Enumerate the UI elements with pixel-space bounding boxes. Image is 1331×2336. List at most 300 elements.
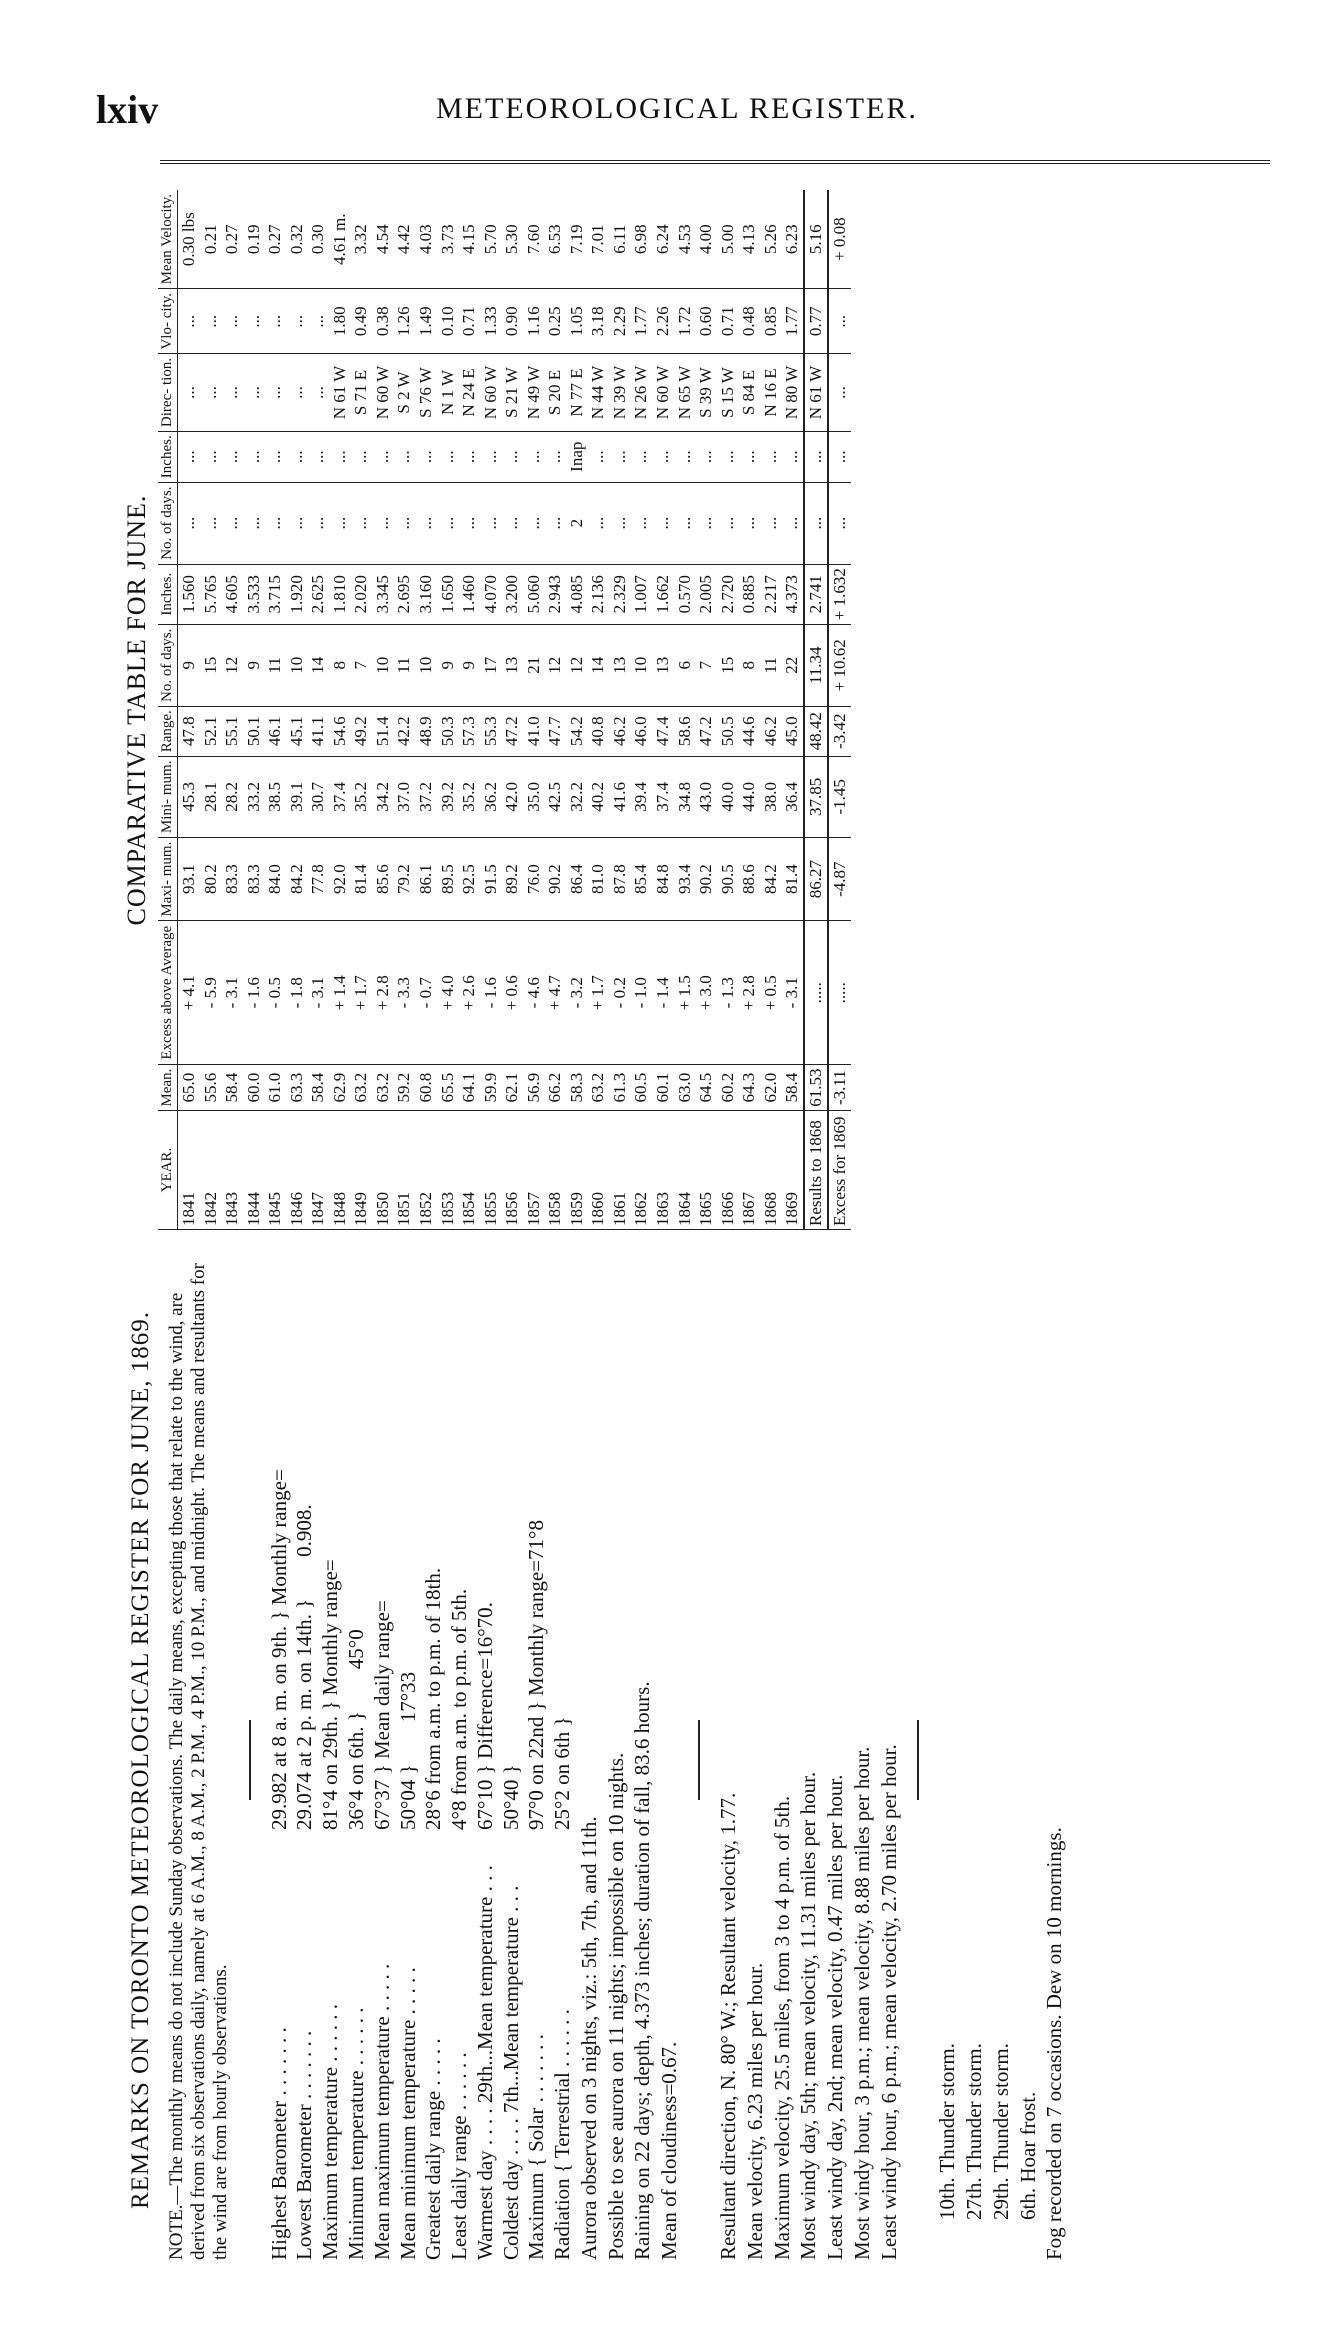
table-cell: ... — [458, 482, 480, 564]
table-cell: 37.2 — [415, 756, 437, 837]
table-cell: 0.32 — [286, 190, 308, 289]
table-cell: + 1.5 — [674, 921, 696, 1065]
table-cell: 84.2 — [760, 837, 782, 921]
table-cell: 85.4 — [630, 837, 652, 921]
table-cell: 1.560 — [178, 564, 200, 624]
remarks-note: NOTE.—The monthly means do not include Sunday observations. The daily means, excepting those that relate to the wind, are derived from six observations daily, namely at 6 A.M., 8 A.M., 2 P.M., 4 P.M., 10 P.M., and midnight. The means and resultants for the wind are from hourly observations. — [165, 1263, 232, 2260]
table-cell: 65.5 — [437, 1065, 459, 1111]
table-cell: 38.5 — [264, 756, 286, 837]
table-cell: 93.4 — [674, 837, 696, 921]
table-cell: ... — [178, 482, 200, 564]
remark-value: 97°0 on 22nd } Monthly range=71°8 — [524, 1520, 549, 1830]
table-cell: 1867 — [738, 1111, 760, 1230]
table-cell: 1845 — [264, 1111, 286, 1230]
table-cell: N 60 W — [480, 354, 502, 432]
table-cell: 1.80 — [329, 289, 351, 354]
remark-line: Raining on 22 days; depth, 4.373 inches; duration of fall, 83.6 hours. — [630, 1681, 655, 2260]
table-cell: ... — [286, 354, 308, 432]
table-row — [674, 190, 696, 1230]
table-cell: - 1.3 — [717, 921, 739, 1065]
table-cell: 0.49 — [350, 289, 372, 354]
table-cell: ... — [609, 431, 631, 482]
table-cell: 2.020 — [350, 564, 372, 624]
table-cell: N 44 W — [587, 354, 609, 432]
table-cell: + 2.6 — [458, 921, 480, 1065]
storm-list — [935, 1260, 1040, 2260]
table-cell: Results to 1868 — [804, 1111, 828, 1230]
table-cell: + 1.7 — [350, 921, 372, 1065]
table-cell: ... — [760, 482, 782, 564]
table-cell: 1.72 — [674, 289, 696, 354]
table-cell: 1.16 — [523, 289, 545, 354]
table-cell: -4.87 — [828, 837, 851, 921]
wind-line: Maximum velocity, 25.5 miles, from 3 to 4 p.m. of 5th. — [769, 1795, 794, 2260]
table-cell: + 1.7 — [587, 921, 609, 1065]
table-cell: 2.005 — [695, 564, 717, 624]
remark-row — [499, 1260, 524, 2260]
table-row — [415, 190, 437, 1230]
table-cell: 5.00 — [717, 190, 739, 289]
table-header-cell: YEAR. — [158, 1111, 178, 1230]
table-cell: 1854 — [458, 1111, 480, 1230]
table-cell: ... — [221, 482, 243, 564]
table-cell: 22 — [781, 624, 804, 706]
table-cell: 9 — [178, 624, 200, 706]
table-row — [458, 190, 480, 1230]
remark-row — [550, 1260, 575, 2260]
table-cell: 5.30 — [501, 190, 523, 289]
table-cell: 2.741 — [804, 564, 828, 624]
table-cell: - 3.1 — [221, 921, 243, 1065]
table-cell: ... — [544, 482, 566, 564]
table-cell: 28.2 — [221, 756, 243, 837]
table-cell: 63.2 — [587, 1065, 609, 1111]
table-cell: 41.6 — [609, 756, 631, 837]
table-cell: ... — [501, 431, 523, 482]
table-cell: 48.9 — [415, 706, 437, 756]
table-cell: 60.0 — [243, 1065, 265, 1111]
table-cell: ... — [458, 431, 480, 482]
table-cell: 83.3 — [221, 837, 243, 921]
table-cell: + 10.62 — [828, 624, 851, 706]
remark-label: Maximum temperature . . . . . . — [318, 2003, 343, 2260]
table-cell: + 1.632 — [828, 564, 851, 624]
divider — [249, 1720, 251, 1800]
table-cell: 62.0 — [760, 1065, 782, 1111]
storm-line: 29th. Thunder storm. — [988, 2043, 1013, 2220]
table-cell: - 1.4 — [652, 921, 674, 1065]
table-row — [781, 190, 804, 1230]
table-row — [393, 190, 415, 1230]
table-cell: + 1.4 — [329, 921, 351, 1065]
remarks-lines — [577, 1260, 682, 2260]
table-header-cell: Maxi- mum. — [158, 837, 178, 921]
table-cell: 63.2 — [350, 1065, 372, 1111]
table-cell: 55.6 — [200, 1065, 222, 1111]
table-cell: ... — [544, 431, 566, 482]
remark-label: Greatest daily range . . . . . — [421, 2038, 446, 2260]
table-cell: S 76 W — [415, 354, 437, 432]
remarks-title: REMARKS ON TORONTO METEOROLOGICAL REGISTER FOR JUNE, 1869. — [127, 1310, 154, 2210]
remark-row — [370, 1260, 395, 2260]
table-cell: ... — [738, 431, 760, 482]
table-cell: ... — [717, 482, 739, 564]
table-cell: 46.2 — [609, 706, 631, 756]
table-cell: 81.4 — [350, 837, 372, 921]
remark-row — [524, 1260, 549, 2260]
table-summary-row — [828, 190, 851, 1230]
table-cell: 3.18 — [587, 289, 609, 354]
table-cell: 62.1 — [501, 1065, 523, 1111]
table-cell: 1.810 — [329, 564, 351, 624]
table-cell: 2.329 — [609, 564, 631, 624]
table-cell: N 60 W — [372, 354, 394, 432]
remarks-items — [267, 1260, 575, 2260]
table-cell: ... — [501, 482, 523, 564]
table-cell: 49.2 — [350, 706, 372, 756]
remark-line: Aurora observed on 3 nights, viz.: 5th, 7th, and 11th. — [576, 1816, 601, 2260]
table-cell: 1865 — [695, 1111, 717, 1230]
table-header-cell: Vlo- city. — [158, 289, 178, 354]
table-cell: 59.9 — [480, 1065, 502, 1111]
wind-line: Most windy day, 5th; mean velocity, 11.31 miles per hour. — [796, 1771, 821, 2260]
table-cell: - 3.1 — [781, 921, 804, 1065]
table-cell: 54.2 — [566, 706, 588, 756]
table-row — [652, 190, 674, 1230]
table-cell: 33.2 — [243, 756, 265, 837]
table-cell: ... — [828, 431, 851, 482]
table-cell: ... — [286, 431, 308, 482]
table-cell: -1.45 — [828, 756, 851, 837]
remark-value: 28°6 from a.m. to p.m. of 18th. — [421, 1567, 446, 1830]
table-cell: 89.5 — [437, 837, 459, 921]
table-row — [221, 190, 243, 1230]
table-cell: 28.1 — [200, 756, 222, 837]
table-cell: 62.9 — [329, 1065, 351, 1111]
table-cell: 3.32 — [350, 190, 372, 289]
table-cell: 10 — [286, 624, 308, 706]
table-cell: 15 — [717, 624, 739, 706]
table-cell: 3.160 — [415, 564, 437, 624]
table-cell: 58.4 — [781, 1065, 804, 1111]
table-cell: 0.27 — [264, 190, 286, 289]
table-cell: 2.695 — [393, 564, 415, 624]
table-cell: 12 — [566, 624, 588, 706]
remark-value: 81°4 on 29th. } Monthly range= — [318, 1559, 343, 1830]
table-cell: ... — [652, 482, 674, 564]
table-cell: 39.1 — [286, 756, 308, 837]
table-cell: 1861 — [609, 1111, 631, 1230]
table-cell: ..... — [828, 921, 851, 1065]
table-cell: N 77 E — [566, 354, 588, 432]
storm-line: 10th. Thunder storm. — [935, 2043, 960, 2220]
table-cell: 7.19 — [566, 190, 588, 289]
table-cell: ... — [630, 431, 652, 482]
table-row — [630, 190, 652, 1230]
table-cell: ... — [674, 431, 696, 482]
table-cell: 4.373 — [781, 564, 804, 624]
table-header-cell: No. of days. — [158, 482, 178, 564]
table-cell: 52.1 — [200, 706, 222, 756]
table-cell: 0.71 — [717, 289, 739, 354]
table-cell: 38.0 — [760, 756, 782, 837]
table-header-cell: Mean. — [158, 1065, 178, 1111]
table-cell: 59.2 — [393, 1065, 415, 1111]
table-cell: 47.4 — [652, 706, 674, 756]
table-cell: 42.0 — [501, 756, 523, 837]
table-cell: 80.2 — [200, 837, 222, 921]
table-cell: ... — [760, 431, 782, 482]
table-cell: ... — [286, 289, 308, 354]
table-cell: ... — [178, 431, 200, 482]
remark-value: 50°40 } — [498, 1764, 523, 1830]
table-cell: 0.21 — [200, 190, 222, 289]
table-cell: 2 — [566, 482, 588, 564]
table-cell: - 3.3 — [393, 921, 415, 1065]
table-cell: 64.1 — [458, 1065, 480, 1111]
table-cell: 12 — [544, 624, 566, 706]
table-cell: 79.2 — [393, 837, 415, 921]
table-cell: 6.11 — [609, 190, 631, 289]
table-row — [760, 190, 782, 1230]
table-cell: - 1.6 — [243, 921, 265, 1065]
table-cell: 50.3 — [437, 706, 459, 756]
table-cell: ... — [415, 482, 437, 564]
table-cell: 47.2 — [695, 706, 717, 756]
table-cell: 0.77 — [804, 289, 828, 354]
table-cell: 1844 — [243, 1111, 265, 1230]
table-cell: 47.2 — [501, 706, 523, 756]
table-cell: 5.060 — [523, 564, 545, 624]
fog-line: Fog recorded on 7 occasions. Dew on 10 mornings. — [1042, 1827, 1067, 2260]
table-cell: 1866 — [717, 1111, 739, 1230]
table-row — [437, 190, 459, 1230]
table-cell: 1850 — [372, 1111, 394, 1230]
table-cell: 11 — [760, 624, 782, 706]
table-cell: 10 — [372, 624, 394, 706]
table-row — [523, 190, 545, 1230]
table-cell: 11 — [393, 624, 415, 706]
table-cell: 6.23 — [781, 190, 804, 289]
table-cell: 7.60 — [523, 190, 545, 289]
table-cell: 1864 — [674, 1111, 696, 1230]
table-cell: S 84 E — [738, 354, 760, 432]
table-cell: ... — [480, 482, 502, 564]
table-row — [501, 190, 523, 1230]
table-cell: 55.1 — [221, 706, 243, 756]
remark-value: 29.074 at 2 p. m. on 14th. } 0.908. — [292, 1504, 317, 1830]
table-cell: 40.2 — [587, 756, 609, 837]
table-cell: N 61 W — [329, 354, 351, 432]
table-row — [587, 190, 609, 1230]
table-cell: 1862 — [630, 1111, 652, 1230]
table-cell: - 3.1 — [307, 921, 329, 1065]
table-cell: 13 — [652, 624, 674, 706]
table-cell: ... — [178, 289, 200, 354]
table-cell: 17 — [480, 624, 502, 706]
table-header-cell: Mean Velocity. — [158, 190, 178, 289]
table-cell: 34.2 — [372, 756, 394, 837]
table-cell: ... — [781, 482, 804, 564]
table-cell: - 0.7 — [415, 921, 437, 1065]
table-cell: 6.53 — [544, 190, 566, 289]
table-cell: 4.085 — [566, 564, 588, 624]
table-cell: + 4.1 — [178, 921, 200, 1065]
table-cell: ... — [393, 482, 415, 564]
remark-label: Lowest Barometer . . . . . . . — [292, 2030, 317, 2260]
table-cell: ... — [264, 431, 286, 482]
comparative-table-section — [118, 190, 1278, 1230]
table-cell: 2.136 — [587, 564, 609, 624]
table-cell: ... — [652, 431, 674, 482]
table-cell: 84.2 — [286, 837, 308, 921]
table-row — [695, 190, 717, 1230]
table-cell: ... — [329, 482, 351, 564]
table-header-cell: Inches. — [158, 564, 178, 624]
table-cell: 1859 — [566, 1111, 588, 1230]
table-cell: 1.77 — [630, 289, 652, 354]
table-cell: 9 — [437, 624, 459, 706]
table-cell: S 39 W — [695, 354, 717, 432]
table-header-cell: Direc- tion. — [158, 354, 178, 432]
table-cell: 1.49 — [415, 289, 437, 354]
table-cell: 58.3 — [566, 1065, 588, 1111]
remark-line: Mean of cloudiness=0.67. — [657, 2041, 682, 2260]
table-cell: 44.0 — [738, 756, 760, 837]
table-cell: 0.27 — [221, 190, 243, 289]
table-cell: ... — [480, 431, 502, 482]
table-cell: ... — [804, 431, 828, 482]
page-number: lxiv — [96, 87, 159, 132]
remark-label: Coldest day . . . . 7th...Mean temperature . . . — [498, 1885, 523, 2260]
table-cell: S 2 W — [393, 354, 415, 432]
table-cell: 60.5 — [630, 1065, 652, 1111]
table-cell: 9 — [243, 624, 265, 706]
table-cell: 61.53 — [804, 1065, 828, 1111]
table-header-cell: Inches. — [158, 431, 178, 482]
table-cell: 1846 — [286, 1111, 308, 1230]
table-cell: 37.4 — [329, 756, 351, 837]
table-cell: ..... — [804, 921, 828, 1065]
table-cell: 63.0 — [674, 1065, 696, 1111]
table-cell: N 1 W — [437, 354, 459, 432]
remark-value: 25°2 on 6th } — [550, 1716, 575, 1830]
remark-label: Mean maximum temperature . . . . . — [369, 1963, 394, 2260]
table-cell: 76.0 — [523, 837, 545, 921]
table-cell: - 1.8 — [286, 921, 308, 1065]
table-cell: 50.5 — [717, 706, 739, 756]
table-cell: - 3.2 — [566, 921, 588, 1065]
table-cell: 55.3 — [480, 706, 502, 756]
remark-row — [267, 1260, 292, 2260]
wind-line: Most windy hour, 3 p.m.; mean velocity, 8.88 miles per hour. — [849, 1746, 874, 2260]
table-cell: 44.6 — [738, 706, 760, 756]
table-cell: 93.1 — [178, 837, 200, 921]
table-cell: 2.625 — [307, 564, 329, 624]
table-cell: ... — [286, 482, 308, 564]
divider — [698, 1720, 700, 1800]
comparative-table — [158, 190, 851, 1230]
table-cell: 41.1 — [307, 706, 329, 756]
table-cell: 11.34 — [804, 624, 828, 706]
table-row — [329, 190, 351, 1230]
table-cell: 11 — [264, 624, 286, 706]
table-cell: 10 — [630, 624, 652, 706]
table-cell: 58.4 — [221, 1065, 243, 1111]
table-header-cell: Excess above Average — [158, 921, 178, 1065]
table-cell: 54.6 — [329, 706, 351, 756]
table-cell: ... — [609, 482, 631, 564]
remark-label: Mean minimum temperature . . . . . — [395, 1967, 420, 2260]
table-cell: 48.42 — [804, 706, 828, 756]
remark-value: 67°37 } Mean daily range= — [369, 1600, 394, 1830]
table-cell: ... — [307, 482, 329, 564]
table-cell: 91.5 — [480, 837, 502, 921]
table-cell: 1853 — [437, 1111, 459, 1230]
table-cell: 90.5 — [717, 837, 739, 921]
remark-row — [292, 1260, 317, 2260]
table-cell: S 21 W — [501, 354, 523, 432]
table-cell: ... — [738, 482, 760, 564]
remark-value: 29.982 at 8 a. m. on 9th. } Monthly range= — [266, 1469, 291, 1830]
table-cell: 4.13 — [738, 190, 760, 289]
table-cell: S 71 E — [350, 354, 372, 432]
table-cell: ... — [264, 482, 286, 564]
remark-label: Maximum { Solar . . . . . . . — [524, 2034, 549, 2260]
table-cell: ... — [372, 482, 394, 564]
table-cell: 0.570 — [674, 564, 696, 624]
table-cell: 57.3 — [458, 706, 480, 756]
table-cell: 63.3 — [286, 1065, 308, 1111]
table-body — [178, 190, 804, 1230]
table-cell: 4.54 — [372, 190, 394, 289]
table-cell: 14 — [307, 624, 329, 706]
table-cell: 8 — [738, 624, 760, 706]
table-cell: 60.2 — [717, 1065, 739, 1111]
remark-label: Highest Barometer . . . . . . . — [266, 2027, 291, 2260]
table-cell: 42.5 — [544, 756, 566, 837]
table-cell: 1.05 — [566, 289, 588, 354]
table-cell: 64.5 — [695, 1065, 717, 1111]
table-cell: 4.15 — [458, 190, 480, 289]
remark-value: 4°8 from a.m. to p.m. of 5th. — [447, 1588, 472, 1830]
table-header-row — [158, 190, 178, 1230]
table-cell: 84.8 — [652, 837, 674, 921]
table-header-cell: Range. — [158, 706, 178, 756]
table-cell: 47.8 — [178, 706, 200, 756]
table-cell: 40.8 — [587, 706, 609, 756]
table-cell: 87.8 — [609, 837, 631, 921]
table-cell: 3.715 — [264, 564, 286, 624]
table-cell: N 60 W — [652, 354, 674, 432]
table-cell: 1.662 — [652, 564, 674, 624]
remark-row — [318, 1260, 343, 2260]
table-cell: 2.943 — [544, 564, 566, 624]
table-cell: S 15 W — [717, 354, 739, 432]
table-cell: 3.345 — [372, 564, 394, 624]
wind-line: Least windy day, 2nd; mean velocity, 0.47 miles per hour. — [823, 1774, 848, 2260]
remark-row — [396, 1260, 421, 2260]
table-cell: ... — [587, 482, 609, 564]
table-cell: 35.2 — [350, 756, 372, 837]
table-row — [566, 190, 588, 1230]
table-cell: 9 — [458, 624, 480, 706]
table-cell: 6.24 — [652, 190, 674, 289]
table-cell: N 61 W — [804, 354, 828, 432]
table-cell: ... — [307, 354, 329, 432]
table-cell: 13 — [609, 624, 631, 706]
table-cell: 2.26 — [652, 289, 674, 354]
